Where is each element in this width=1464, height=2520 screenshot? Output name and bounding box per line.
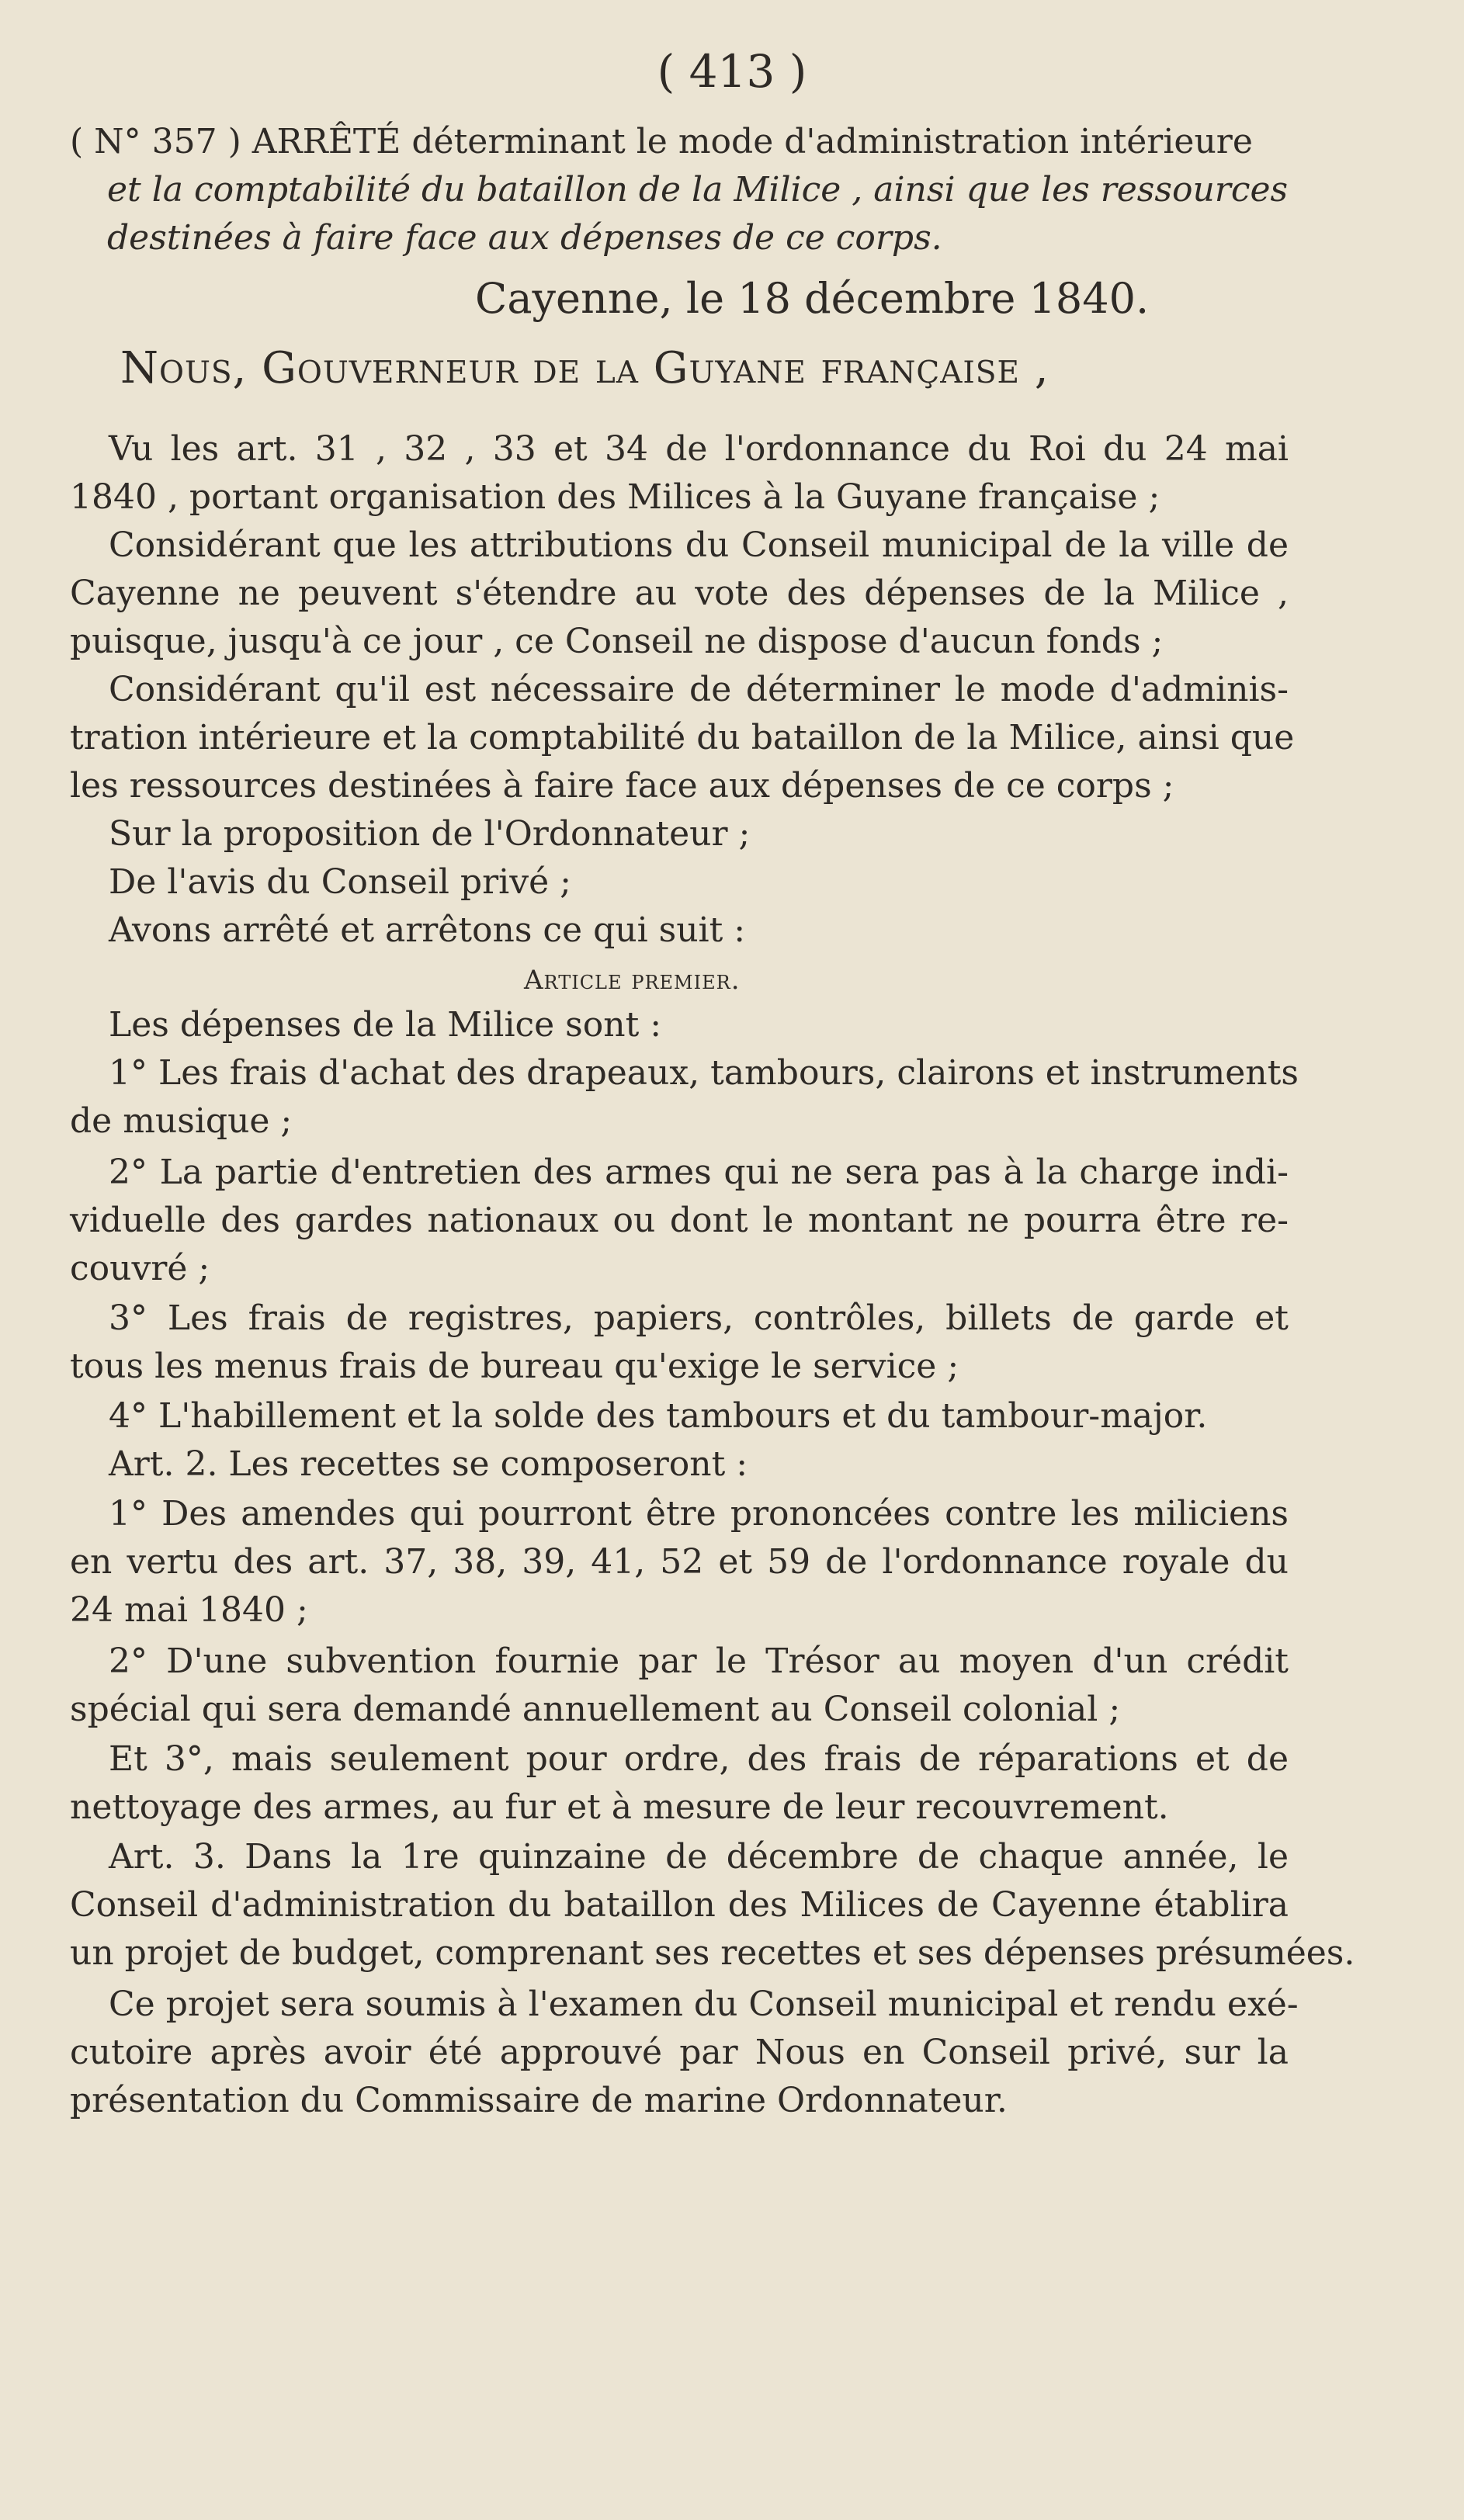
text-line: cutoire après avoir été approuvé par Nous en Conseil privé, sur la xyxy=(70,2033,1289,2072)
text-line: 1° Des amendes qui pourront être prononcées contre les miliciens xyxy=(109,1494,1289,1534)
text-line: Ce projet sera soumis à l'examen du Conseil municipal et rendu exé- xyxy=(109,1984,1299,2024)
page-number: ( 413 ) xyxy=(657,45,807,98)
text-line: Vu les art. 31 , 32 , 33 et 34 de l'ordonnance du Roi du 24 mai xyxy=(109,429,1289,469)
text-line: viduelle des gardes nationaux ou dont le montant ne pourra être re- xyxy=(70,1201,1289,1240)
decree-title-line-2: et la comptabilité du bataillon de la Milice , ainsi que les ressources xyxy=(107,170,1289,210)
text-line: 1840 , portant organisation des Milices à la Guyane française ; xyxy=(70,477,1160,517)
text-line: Considérant que les attributions du Conseil municipal de la ville de xyxy=(109,525,1289,565)
text-line: Avons arrêté et arrêtons ce qui suit : xyxy=(109,910,746,950)
decree-number: ( N° 357 ) xyxy=(70,122,241,161)
decree-title-line-1: ARRÊTÉ déterminant le mode d'administration intérieure xyxy=(252,122,1253,161)
text-line: 1° Les frais d'achat des drapeaux, tambours, clairons et instruments xyxy=(109,1053,1299,1093)
text-line: tous les menus frais de bureau qu'exige le service ; xyxy=(70,1347,959,1386)
text-line: 3° Les frais de registres, papiers, contrôles, billets de garde et xyxy=(109,1298,1289,1338)
text-line: Art. 2. Les recettes se composeront : xyxy=(109,1444,748,1484)
text-line: Et 3°, mais seulement pour ordre, des frais de réparations et de xyxy=(109,1739,1289,1779)
text-line: de musique ; xyxy=(70,1101,293,1141)
text-line: puisque, jusqu'à ce jour , ce Conseil ne dispose d'aucun fonds ; xyxy=(70,622,1164,661)
text-line: Les dépenses de la Milice sont : xyxy=(109,1005,662,1045)
text-line: couvré ; xyxy=(70,1249,210,1288)
text-line: les ressources destinées à faire face aux dépenses de ce corps ; xyxy=(70,766,1174,806)
issuer-line: Nous, Gouverneur de la Guyane française , xyxy=(120,343,1049,393)
decree-heading xyxy=(70,118,1289,262)
text-line: nettoyage des armes, au fur et à mesure de leur recouvrement. xyxy=(70,1787,1169,1827)
text-line: 24 mai 1840 ; xyxy=(70,1590,308,1630)
text-line: tration intérieure et la comptabilité du bataillon de la Milice, ainsi que xyxy=(70,718,1295,757)
text-line: Considérant qu'il est nécessaire de déterminer le mode d'adminis- xyxy=(109,670,1289,709)
text-line: Article premier. xyxy=(524,965,741,996)
text-line: 2° La partie d'entretien des armes qui ne sera pas à la charge indi- xyxy=(109,1153,1289,1192)
text-line: un projet de budget, comprenant ses recettes et ses dépenses présumées. xyxy=(70,1933,1355,1973)
text-line: Conseil d'administration du bataillon des Milices de Cayenne établira xyxy=(70,1885,1289,1925)
text-line: spécial qui sera demandé annuellement au Conseil colonial ; xyxy=(70,1690,1121,1729)
text-line: présentation du Commissaire de marine Ordonnateur. xyxy=(70,2081,1008,2120)
text-line: Cayenne ne peuvent s'étendre au vote des dépenses de la Milice , xyxy=(70,574,1289,613)
text-line: 2° D'une subvention fournie par le Trésor au moyen d'un crédit xyxy=(109,1641,1289,1681)
text-line: Art. 3. Dans la 1re quinzaine de décembre de chaque année, le xyxy=(109,1837,1289,1877)
text-line: en vertu des art. 37, 38, 39, 41, 52 et 59 de l'ordonnance royale du xyxy=(70,1542,1289,1582)
text-line: Sur la proposition de l'Ordonnateur ; xyxy=(109,814,751,854)
dateline: Cayenne, le 18 décembre 1840. xyxy=(475,274,1150,323)
text-line: 4° L'habillement et la solde des tambours et du tambour-major. xyxy=(109,1396,1208,1436)
text-line: De l'avis du Conseil privé ; xyxy=(109,862,571,902)
decree-title-line-3: destinées à faire face aux dépenses de ce corps. xyxy=(107,218,942,258)
